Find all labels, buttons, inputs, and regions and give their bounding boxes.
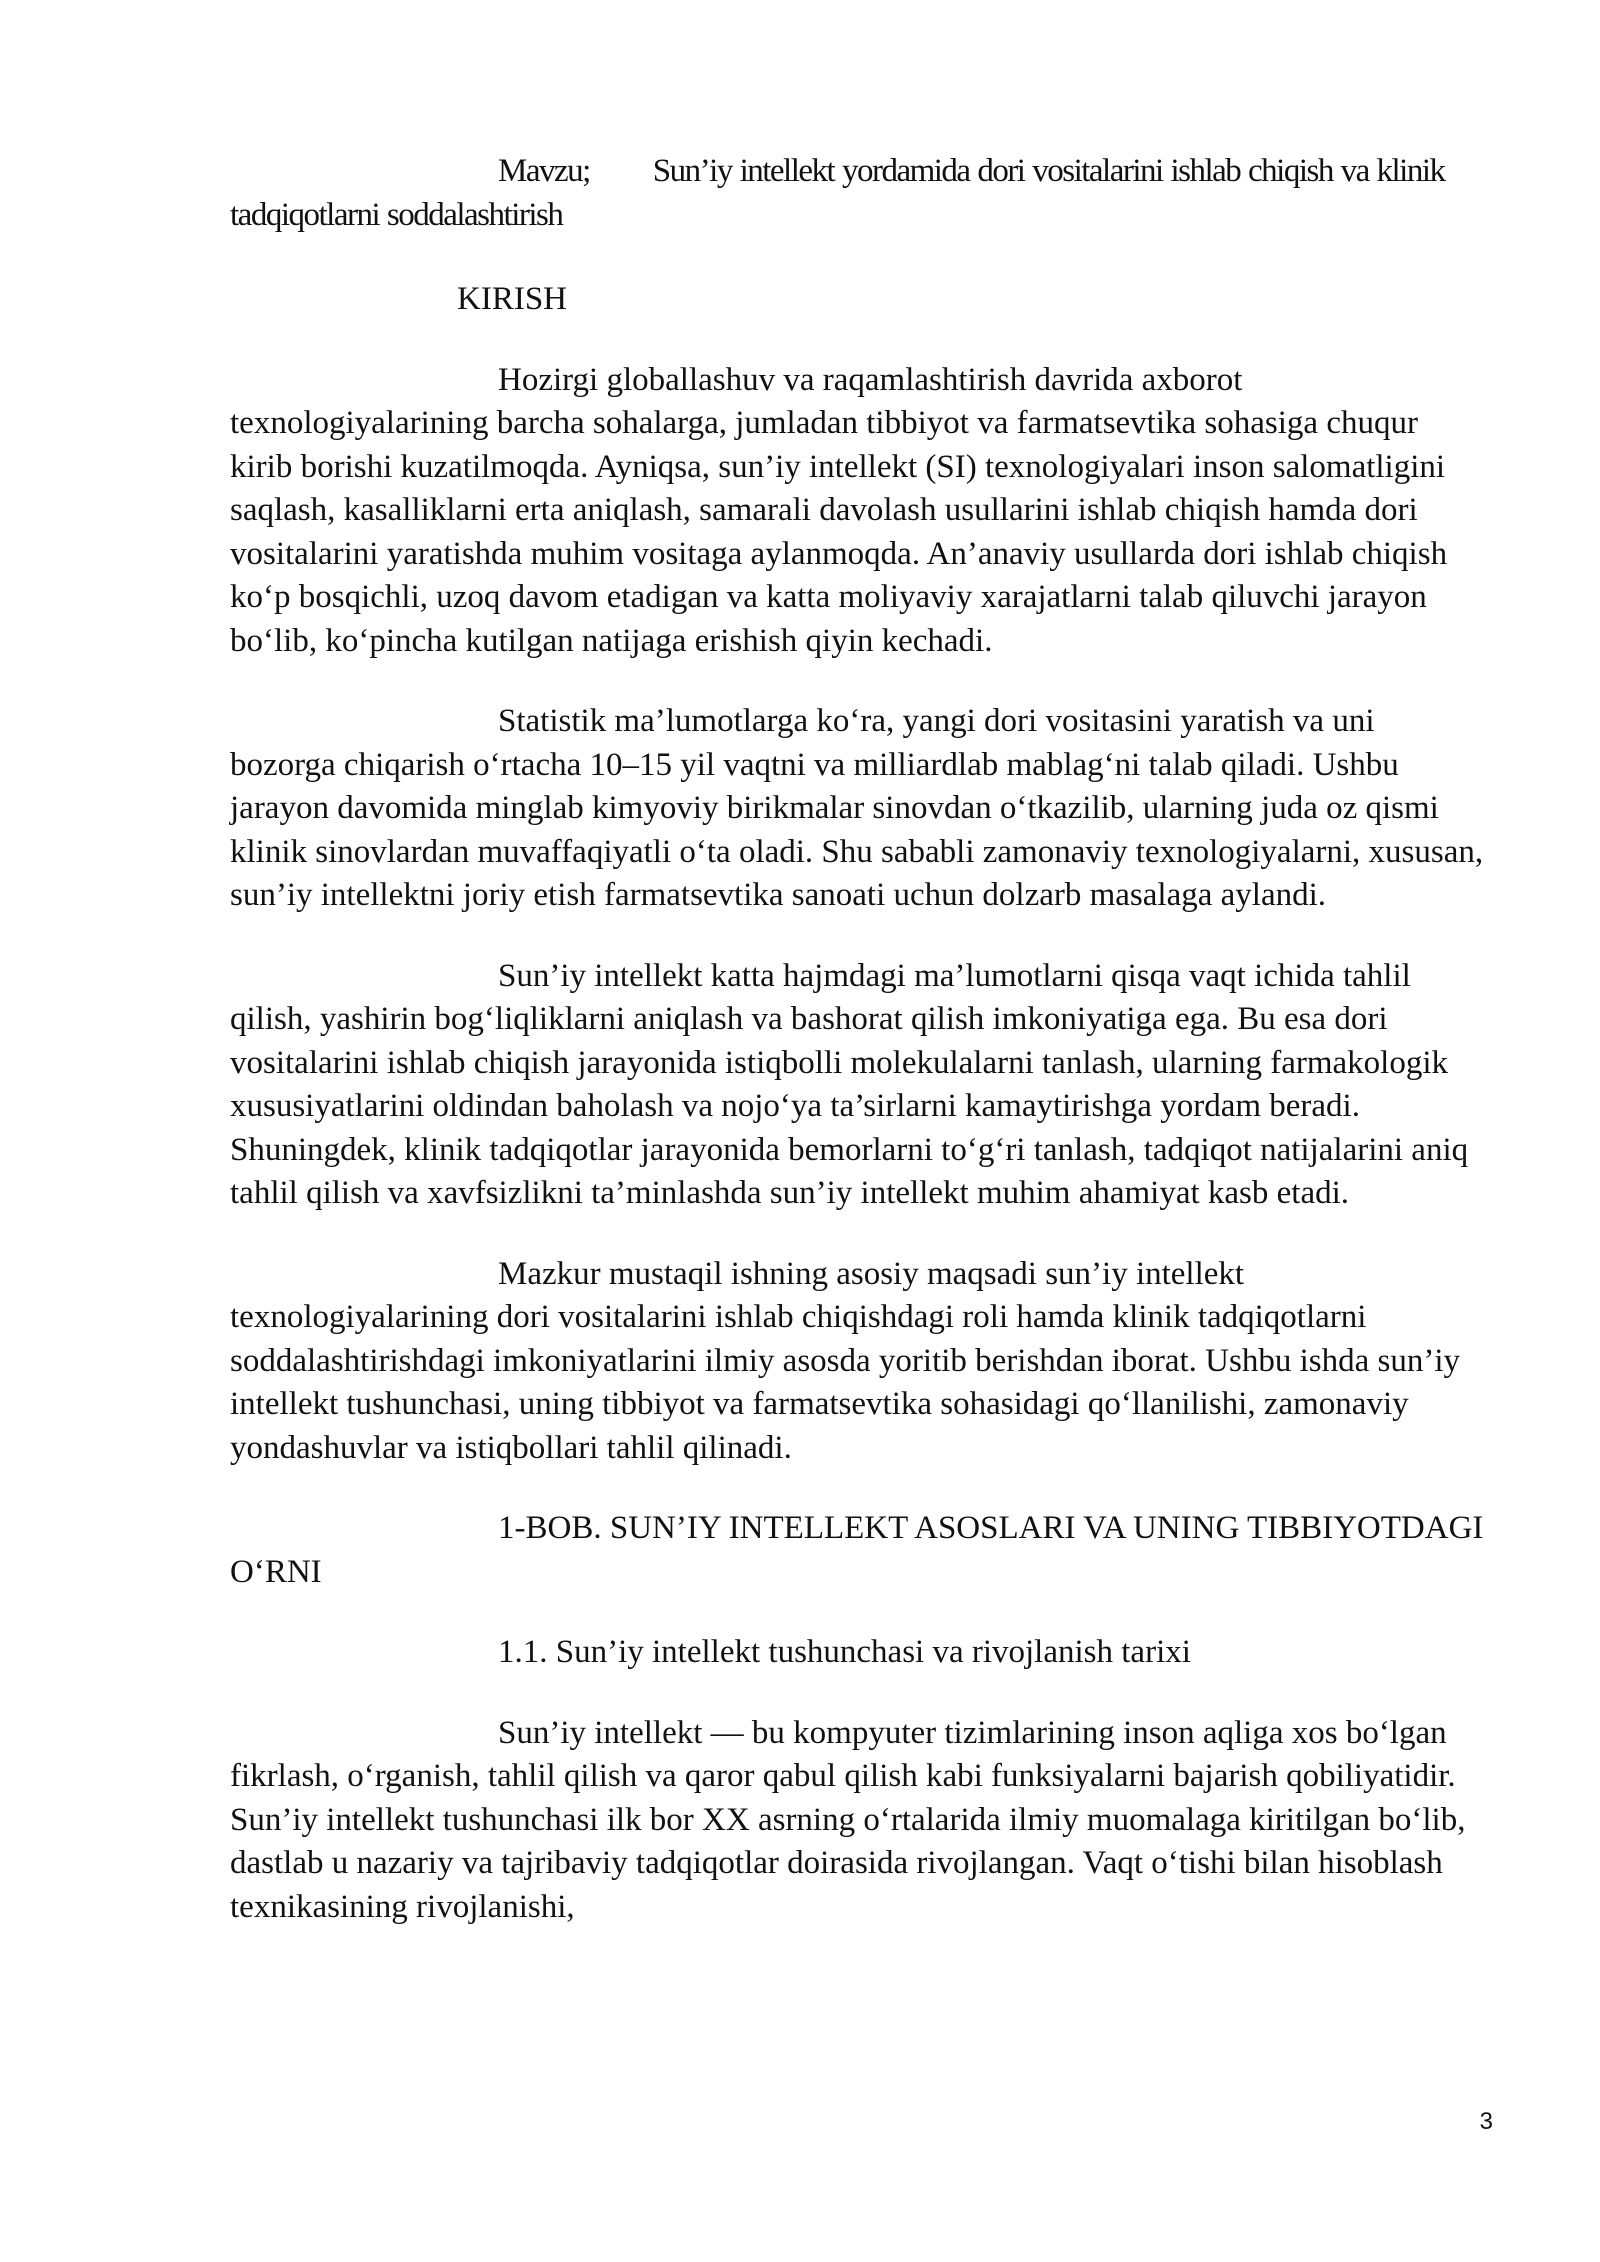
intro-heading: KIRISH — [457, 281, 568, 317]
section-heading: 1.1. Sun’iy intellekt tushunchasi va rivojlanish tarixi — [498, 1634, 1191, 1670]
intro-paragraph-4: Mazkur mustaqil ishning asosiy maqsadi sun’iy intellekt texnologiyalarining dori vositalarini ishlab chiqishdagi roli hamda klinik tadqiqotlarni soddalashtirishdagi imkoniyatlarini ilmiy asosda yoritib berishdan iborat. Ushbu ishda sun’iy intellekt tushunchasi, uning tibbiyot va farmatsevtika sohasidagi qo‘llanilishi, zamonaviy yondashuvlar va istiqbollari tahlil qilinadi. — [230, 1255, 1461, 1466]
document-page — [230, 150, 1488, 1929]
section-paragraph: Sun’iy intellekt — bu kompyuter tizimlarining inson aqliga xos bo‘lgan fikrlash, o‘rganish, tahlil qilish va qaror qabul qilish kabi funksiyalarni bajarish qobiliyatidir. Sun’iy intellekt tushunchasi ilk bor XX asrning o‘rtalarida ilmiy muomalaga kiritilgan bo‘lib, dastlab u nazariy va tajribaviy tadqiqotlar doirasida rivojlangan. Vaqt o‘tishi bilan hisoblash texnikasining rivojlanishi, — [230, 1714, 1466, 1925]
intro-paragraph-3: Sun’iy intellekt katta hajmdagi ma’lumotlarni qisqa vaqt ichida tahlil qilish, yashirin bog‘liqliklarni aniqlash va bashorat qilish imkoniyatiga ega. Bu esa dori vositalarini ishlab chiqish jarayonida istiqbolli molekulalarni tanlash, ularning farmakologik xususiyatlarini oldindan baholash va nojo‘ya ta’sirlarni kamaytirishga yordam beradi. Shuningdek, klinik tadqiqotlar jarayonida bemorlarni to‘g‘ri tanlash, tadqiqot natijalarini aniq tahlil qilish va xavfsizlikni ta’minlashda sun’iy intellekt muhim ahamiyat kasb etadi. — [230, 957, 1469, 1211]
intro-paragraph-2: Statistik ma’lumotlarga ko‘ra, yangi dori vositasini yaratish va uni bozorga chiqarish o‘rtacha 10–15 yil vaqtni va milliardlab mablag‘ni talab qiladi. Ushbu jarayon davomida minglab kimyoviy birikmalar sinovdan o‘tkazilib, ularning juda oz qismi klinik sinovlardan muvaffaqiyatli o‘ta oladi. Shu sababli zamonaviy texnologiyalarni, xususan, sun’iy intellektni joriy etish farmatsevtika sanoati uchun dolzarb masalaga aylandi. — [230, 703, 1484, 913]
document-title: Mavzu; Sun’iy intellekt yordamida dori vositalarini ishlab chiqish va klinik tadqiqotlarni soddalashtirish — [230, 153, 1445, 233]
page-number: 3 — [1479, 2108, 1493, 2135]
chapter-heading: 1-BOB. SUN’IY INTELLEKT ASOSLARI VA UNING TIBBIYOTDAGI O‘RNI — [230, 1510, 1484, 1590]
intro-paragraph-1: Hozirgi globallashuv va raqamlashtirish davrida axborot texnologiyalarining barcha sohalarga, jumladan tibbiyot va farmatsevtika sohasiga chuqur kirib borishi kuzatilmoqda. Ayniqsa, sun’iy intellekt (SI) texnologiyalari inson salomatligini saqlash, kasalliklarni erta aniqlash, samarali davolash usullarini ishlab chiqish hamda dori vositalarini yaratishda muhim vositaga aylanmoqda. An’anaviy usullarda dori ishlab chiqish ko‘p bosqichli, uzoq davom etadigan va katta moliyaviy xarajatlarni talab qiluvchi jarayon bo‘lib, ko‘pincha kutilgan natijaga erishish qiyin kechadi. — [230, 361, 1448, 659]
